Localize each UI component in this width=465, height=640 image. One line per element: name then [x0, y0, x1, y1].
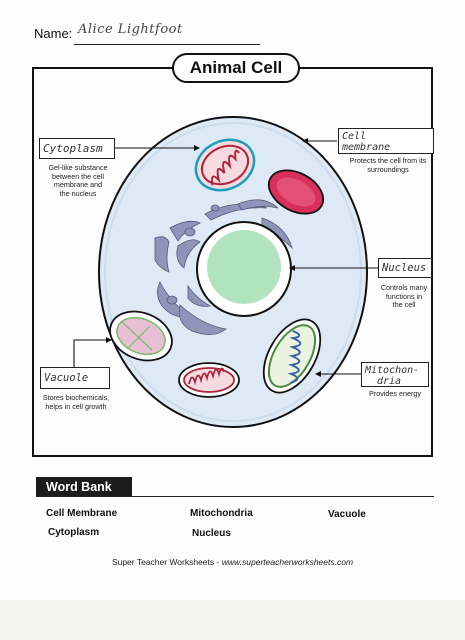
- page-footer: [0, 557, 465, 567]
- vacuole-description: Stores biochemicals, helps in cell growth: [42, 393, 110, 411]
- word-bank-item: Cytoplasm: [48, 527, 100, 538]
- cytoplasm-description: Gel-like substance between the cell membrane and the nucleus: [48, 163, 108, 198]
- mitochondria-answer-box[interactable]: [361, 362, 429, 387]
- page-title: Animal Cell: [172, 53, 300, 83]
- nucleus-answer: Nucleus: [382, 262, 427, 274]
- mitochondria-answer-2: dria: [377, 376, 402, 387]
- cell-membrane-answer-2: membrane: [342, 142, 391, 153]
- mitochondrion-bottom: [179, 363, 239, 397]
- footer-url[interactable]: www.superteacherworksheets.com: [221, 557, 354, 567]
- footer-publisher: Super Teacher Worksheets -: [111, 557, 222, 567]
- cytoplasm-answer: Cytoplasm: [43, 142, 103, 155]
- cell-membrane-answer-1: Cell: [342, 131, 367, 142]
- cell-membrane-answer-box[interactable]: [338, 128, 434, 154]
- mitochondria-description: Provides energy: [369, 389, 421, 398]
- cell-membrane-description: Protects the cell from its surroundings: [349, 156, 427, 174]
- nucleus-answer-box[interactable]: [378, 258, 432, 278]
- mitochondria-answer-1: Mitochon-: [365, 365, 420, 376]
- nucleus-description: Controls many functions in the cell: [380, 283, 428, 310]
- word-bank-item: Cell Membrane: [46, 508, 118, 519]
- scan-margin: [0, 600, 465, 640]
- vacuole-answer: Vacuole: [44, 372, 89, 384]
- word-bank-heading: Word Bank: [36, 477, 132, 497]
- word-bank-item: Nucleus: [192, 528, 231, 539]
- name-label: Name:: [34, 26, 73, 41]
- cytoplasm-answer-box[interactable]: [39, 138, 115, 159]
- name-value[interactable]: Alice Lightfoot: [78, 22, 183, 37]
- word-bank-item: Mitochondria: [190, 508, 253, 519]
- word-bank-item: Vacuole: [328, 509, 366, 520]
- vacuole-answer-box[interactable]: [40, 367, 110, 389]
- word-bank-divider: [36, 496, 434, 497]
